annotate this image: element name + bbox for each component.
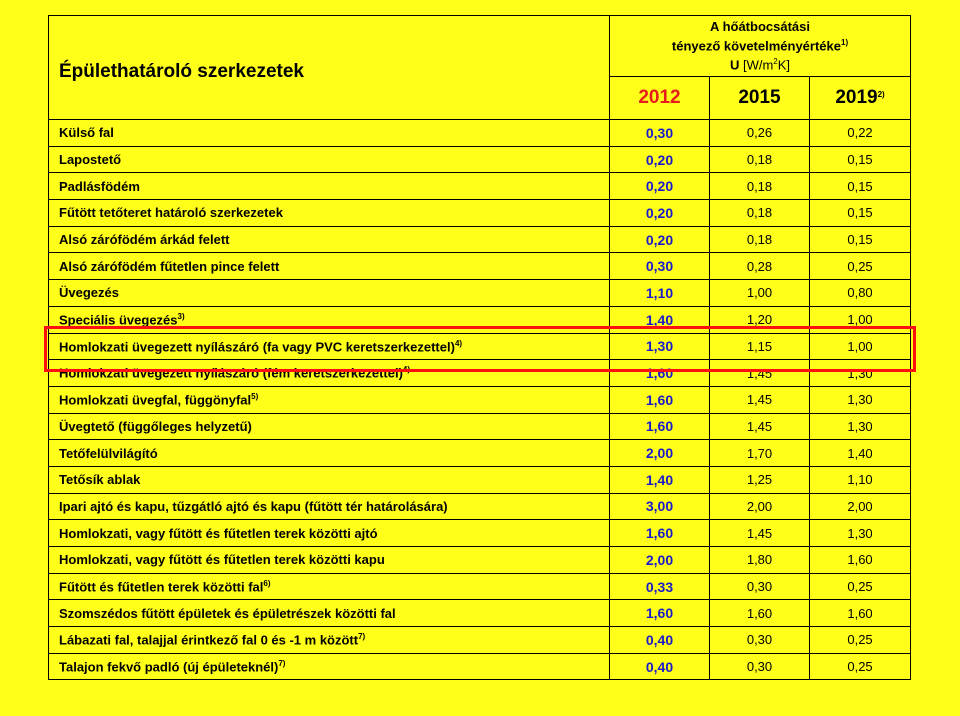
- u-unit-sup: 2: [773, 57, 778, 66]
- value-2012: 0,20: [610, 146, 710, 173]
- year-2019-footnote: 2): [877, 90, 885, 99]
- structure-name-text: Homlokzati, vagy fűtött és fűtetlen terek közötti kapu: [59, 552, 385, 568]
- structure-name-text: Alsó zárófödém fűtetlen pince felett: [59, 258, 280, 274]
- value-2019: 0,25: [810, 627, 911, 654]
- year-2012-header: 2012: [610, 77, 710, 120]
- table-row: [49, 360, 911, 387]
- table-row: [49, 440, 911, 467]
- structure-name: [49, 306, 610, 333]
- table-row: [49, 573, 911, 600]
- year-2015-header: 2015: [710, 77, 810, 120]
- value-2015: 0,28: [710, 253, 810, 280]
- value-2015: 0,18: [710, 173, 810, 200]
- value-2015: 1,70: [710, 440, 810, 467]
- structure-footnote: 4): [402, 365, 411, 375]
- value-2012: 1,60: [610, 520, 710, 547]
- structure-name-text: Tetősík ablak: [59, 472, 141, 488]
- value-2019: 1,30: [810, 386, 911, 413]
- structure-name: [49, 573, 610, 600]
- value-2012: 2,00: [610, 547, 710, 574]
- value-2019: 2,00: [810, 493, 911, 520]
- table-row: [49, 333, 911, 360]
- structure-name-text: Ipari ajtó és kapu, tűzgátló ajtó és kapu (fűtött tér határolására): [59, 498, 448, 514]
- u-symbol: U: [729, 57, 740, 73]
- u-unit-post: K]: [777, 57, 791, 73]
- structure-name-text: Homlokzati üvegezett nyílászáró (fa vagy PVC keretszerkezettel): [59, 339, 455, 354]
- value-2019: 0,15: [810, 173, 911, 200]
- value-2015: 0,30: [710, 627, 810, 654]
- value-2019: 0,25: [810, 653, 911, 680]
- u-value-heading: [610, 16, 911, 77]
- structure-name-text: Homlokzati üvegezett nyílászáró (fém keretszerkezettel): [59, 365, 403, 381]
- value-2015: 1,45: [710, 360, 810, 387]
- structure-footnote: 7): [278, 658, 286, 668]
- structure-name: [49, 146, 610, 173]
- value-2012: 0,20: [610, 200, 710, 227]
- structure-name: [49, 200, 610, 227]
- value-2012: 0,30: [610, 253, 710, 280]
- structure-name: [49, 386, 610, 413]
- value-2015: 1,60: [710, 600, 810, 627]
- u-heading-line1: A hőátbocsátási: [710, 18, 810, 34]
- value-2015: 1,45: [710, 413, 810, 440]
- u-value-table: [48, 15, 911, 680]
- value-2012: 1,60: [610, 386, 710, 413]
- structure-name: [49, 173, 610, 200]
- structure-name: [49, 226, 610, 253]
- structure-name: [49, 600, 610, 627]
- table-row: [49, 627, 911, 654]
- year-2019-header: [810, 77, 911, 120]
- table-row: [49, 600, 911, 627]
- value-2015: 0,18: [710, 146, 810, 173]
- value-2015: 0,26: [710, 120, 810, 147]
- structure-name-text: Homlokzati üvegfal, függönyfal: [59, 392, 252, 408]
- value-2012: 1,40: [610, 306, 710, 333]
- table-row: [49, 520, 911, 547]
- structure-name: [49, 253, 610, 280]
- table-row: [49, 653, 911, 680]
- table-row: [49, 466, 911, 493]
- structure-name: [49, 653, 610, 680]
- structure-name: [49, 413, 610, 440]
- value-2012: 0,40: [610, 653, 710, 680]
- value-2015: 0,18: [710, 226, 810, 253]
- u-heading-line2-text: tényező követelményértéke: [671, 38, 841, 53]
- value-2015: 1,00: [710, 280, 810, 307]
- value-2012: 1,10: [610, 280, 710, 307]
- structure-name: [49, 440, 610, 467]
- value-2012: 0,20: [610, 173, 710, 200]
- table-body: [49, 120, 911, 680]
- table-row: [49, 280, 911, 307]
- structure-name: [49, 280, 610, 307]
- value-2019: 1,40: [810, 440, 911, 467]
- structure-name-text: Homlokzati, vagy fűtött és fűtetlen terek közötti ajtó: [59, 525, 378, 541]
- structure-name-text: Szomszédos fűtött épületek és épületrészek közötti fal: [59, 605, 396, 621]
- value-2012: 1,30: [610, 333, 710, 360]
- value-2019: 1,10: [810, 466, 911, 493]
- table-row: [49, 386, 911, 413]
- structure-name: [49, 493, 610, 520]
- structure-name-text: Külső fal: [59, 125, 114, 141]
- value-2015: 0,30: [710, 653, 810, 680]
- value-2019: 0,15: [810, 146, 911, 173]
- value-2019: 1,60: [810, 547, 911, 574]
- table-row: [49, 253, 911, 280]
- structure-name: [49, 520, 610, 547]
- value-2012: 1,60: [610, 600, 710, 627]
- value-2019: 1,60: [810, 600, 911, 627]
- value-2019: 1,30: [810, 360, 911, 387]
- structure-name: [49, 547, 610, 574]
- header-row-top: [49, 16, 911, 77]
- structure-footnote: 3): [177, 311, 185, 321]
- structure-name: [49, 333, 610, 360]
- table-row: [49, 547, 911, 574]
- structure-footnote: 6): [263, 578, 271, 588]
- table-row: [49, 413, 911, 440]
- structure-name-text: Fűtött és fűtetlen terek közötti fal: [59, 579, 264, 595]
- value-2012: 0,40: [610, 627, 710, 654]
- table-title-text: Épülethatároló szerkezetek: [59, 60, 304, 82]
- structure-name-text: Üvegezés: [59, 285, 119, 301]
- structure-footnote: 4): [454, 338, 463, 348]
- table-row: [49, 226, 911, 253]
- table-row: [49, 493, 911, 520]
- value-2012: 0,33: [610, 573, 710, 600]
- value-2012: 0,30: [610, 120, 710, 147]
- value-2015: 1,25: [710, 466, 810, 493]
- value-2019: 1,00: [810, 306, 911, 333]
- value-2015: 1,45: [710, 386, 810, 413]
- value-2012: 1,60: [610, 360, 710, 387]
- structure-name-text: Padlásfödém: [59, 178, 140, 194]
- value-2015: 1,20: [710, 306, 810, 333]
- value-2012: 1,40: [610, 466, 710, 493]
- value-2019: 0,25: [810, 253, 911, 280]
- value-2019: 1,30: [810, 520, 911, 547]
- value-2012: 1,60: [610, 413, 710, 440]
- value-2019: 0,15: [810, 200, 911, 227]
- table-row: [49, 146, 911, 173]
- structure-name-text: Speciális üvegezés: [59, 312, 178, 328]
- structure-name-text: Alsó zárófödém árkád felett: [59, 232, 230, 248]
- table-row: [49, 306, 911, 333]
- value-2019: 0,25: [810, 573, 911, 600]
- value-2019: 0,80: [810, 280, 911, 307]
- structure-name-text: Üvegtető (függőleges helyzetű): [59, 418, 252, 434]
- structure-name: [49, 120, 610, 147]
- u-unit-pre: [W/m: [739, 57, 774, 73]
- year-2019-text: 2019: [835, 87, 878, 108]
- u-heading-line2: [610, 35, 910, 54]
- structure-name: [49, 466, 610, 493]
- value-2015: 0,18: [710, 200, 810, 227]
- value-2019: 1,30: [810, 413, 911, 440]
- value-2019: 0,15: [810, 226, 911, 253]
- structure-name-text: Tetőfelülvilágító: [59, 445, 158, 461]
- u-heading-line3: [610, 54, 910, 73]
- u-value-table-container: [48, 15, 910, 691]
- value-2015: 1,15: [710, 333, 810, 360]
- structure-name: [49, 627, 610, 654]
- structure-name-text: Talajon fekvő padló (új épületeknél): [59, 659, 279, 675]
- u-heading-footnote: 1): [841, 37, 849, 47]
- value-2012: 0,20: [610, 226, 710, 253]
- value-2019: 1,00: [810, 333, 911, 360]
- structure-footnote: 5): [251, 392, 259, 402]
- value-2012: 2,00: [610, 440, 710, 467]
- value-2015: 2,00: [710, 493, 810, 520]
- structure-footnote: 7): [358, 632, 366, 642]
- value-2019: 0,22: [810, 120, 911, 147]
- value-2015: 1,80: [710, 547, 810, 574]
- structure-name-text: Fűtött tetőteret határoló szerkezetek: [59, 205, 283, 221]
- value-2012: 3,00: [610, 493, 710, 520]
- table-row: [49, 120, 911, 147]
- value-2015: 1,45: [710, 520, 810, 547]
- value-2015: 0,30: [710, 573, 810, 600]
- table-title: [49, 16, 610, 120]
- table-row: [49, 173, 911, 200]
- table-row: [49, 200, 911, 227]
- structure-name: [49, 360, 610, 387]
- structure-name-text: Lábazati fal, talajjal érintkező fal 0 és -1 m között: [59, 632, 359, 648]
- structure-name-text: Lapostető: [59, 152, 122, 168]
